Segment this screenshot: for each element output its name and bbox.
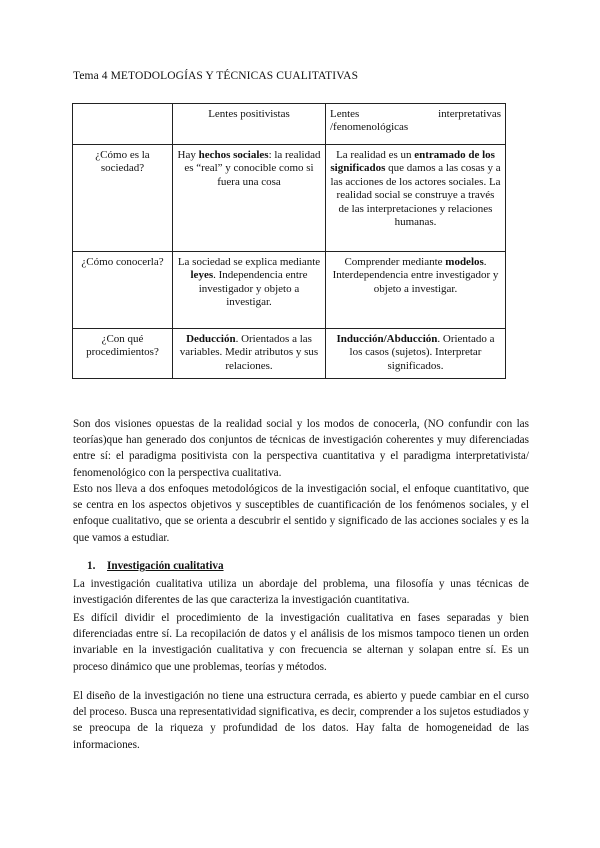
cell-text: La sociedad se explica mediante [177, 256, 321, 268]
bold-term: entramado de los significados [330, 149, 495, 175]
row-question: ¿Con qué procedimientos? [73, 329, 173, 379]
header-lentes: Lentes [330, 108, 360, 120]
cell-text: Hay [177, 149, 199, 161]
paragraph-text: Es difícil dividir el procedimiento de la investigación cualitativa en fases separadas y bien diferenciadas entre sí. La recopilación de datos y el análisis de los mismos tampoco tienen un orden invariable en la investigación cualitativa y con frecuencia se alternan y solapan entre sí. Es un proceso dinámico que une problemas, teorías y métodos. [73, 612, 529, 673]
row-interpretive-cell [326, 145, 506, 252]
table-row [73, 252, 506, 329]
paragraph-qualitative-intro [73, 576, 529, 608]
section-number: 1. [87, 560, 96, 572]
paragraph-text: Esto nos lleva a dos enfoques metodológicos de la investigación social, el enfoque cuantitativo, que se centra en los aspectos objetivos y susceptibles de cuantificación de los fenómenos sociales, y el enfoque cualitativo, que se orienta a descubrir el sentido y significado de las acciones sociales y es la que vamos a estudiar. [73, 483, 529, 544]
header-cell-interpretive [326, 104, 506, 145]
paragraph-text: El diseño de la investigación no tiene una estructura cerrada, es abierto y puede cambiar en el curso del proceso. Busca una representatividad significativa, es decir, comprender a los sujetos estudiados y se preocupa de la riqueza y profundidad de los datos. Hay falta de homogeneidad de las informaciones. [73, 690, 529, 751]
page-title: Tema 4 METODOLOGÍAS Y TÉCNICAS CUALITATIVAS [73, 70, 359, 82]
section-heading [87, 560, 224, 572]
header-fenomenologicas: /fenomenológicas [330, 121, 409, 134]
table-row [73, 329, 506, 379]
section-title: Investigación cualitativa [107, 560, 224, 572]
bold-term: Inducción/Abducción [336, 333, 438, 345]
bold-term: modelos [445, 256, 484, 268]
table-row [73, 145, 506, 252]
cell-text: . Independencia entre investigador y objeto a investigar. [198, 269, 308, 309]
comparison-table [72, 103, 506, 379]
cell-text: . Orientados a las variables. Medir atributos y sus relaciones. [179, 333, 319, 372]
row-positivist-cell [173, 145, 326, 252]
row-interpretive-cell [326, 252, 506, 329]
paragraph-text: Son dos visiones opuestas de la realidad social y los modos de conocerla, (NO confundir con las teorías)que han generado dos conjuntos de técnicas de investigación coherentes y muy diferenciadas entre sí: el paradigma positivista con la perspectiva cuantitativa y el paradigma interpretativista/ fenomenológico con la perspectiva cualitativa. [73, 418, 529, 479]
header-interpretativas: interpretativas [438, 108, 501, 120]
paragraph-process [73, 610, 529, 675]
row-question: ¿Cómo conocerla? [73, 252, 173, 329]
bold-term: hechos sociales [198, 149, 269, 161]
paragraph-text: La investigación cualitativa utiliza un abordaje del problema, una filosofía y unas técnicas de investigación diferentes de las que caracteriza la investigación cuantitativa. [73, 578, 529, 607]
cell-text: . Orientado a los casos (sujetos). Interpretar significados. [349, 333, 495, 372]
cell-text: . Interdependencia entre investigador y objeto a investigar. [332, 256, 499, 295]
cell-text: Comprender mediante [344, 256, 446, 268]
row-positivist-cell [173, 252, 326, 329]
row-question: ¿Cómo es la sociedad? [73, 145, 173, 252]
header-cell-positivist: Lentes positivistas [173, 104, 326, 145]
row-interpretive-cell [326, 329, 506, 379]
bold-term: Deducción [186, 333, 236, 345]
cell-text: que damos a las cosas y a las acciones de los actores sociales. La realidad social se construye a través de las interpretaciones y relaciones humanas. [330, 162, 501, 229]
bold-term: leyes [190, 269, 214, 282]
paragraph-visions [73, 416, 529, 481]
table-header-row [73, 104, 506, 145]
row-positivist-cell [173, 329, 326, 379]
cell-text: La realidad es un [336, 149, 415, 161]
paragraph-design [73, 688, 529, 753]
cell-text: : la realidad es “real” y conocible como si fuera una cosa [184, 149, 321, 188]
paragraph-approaches [73, 481, 529, 546]
header-cell-empty [73, 104, 173, 145]
